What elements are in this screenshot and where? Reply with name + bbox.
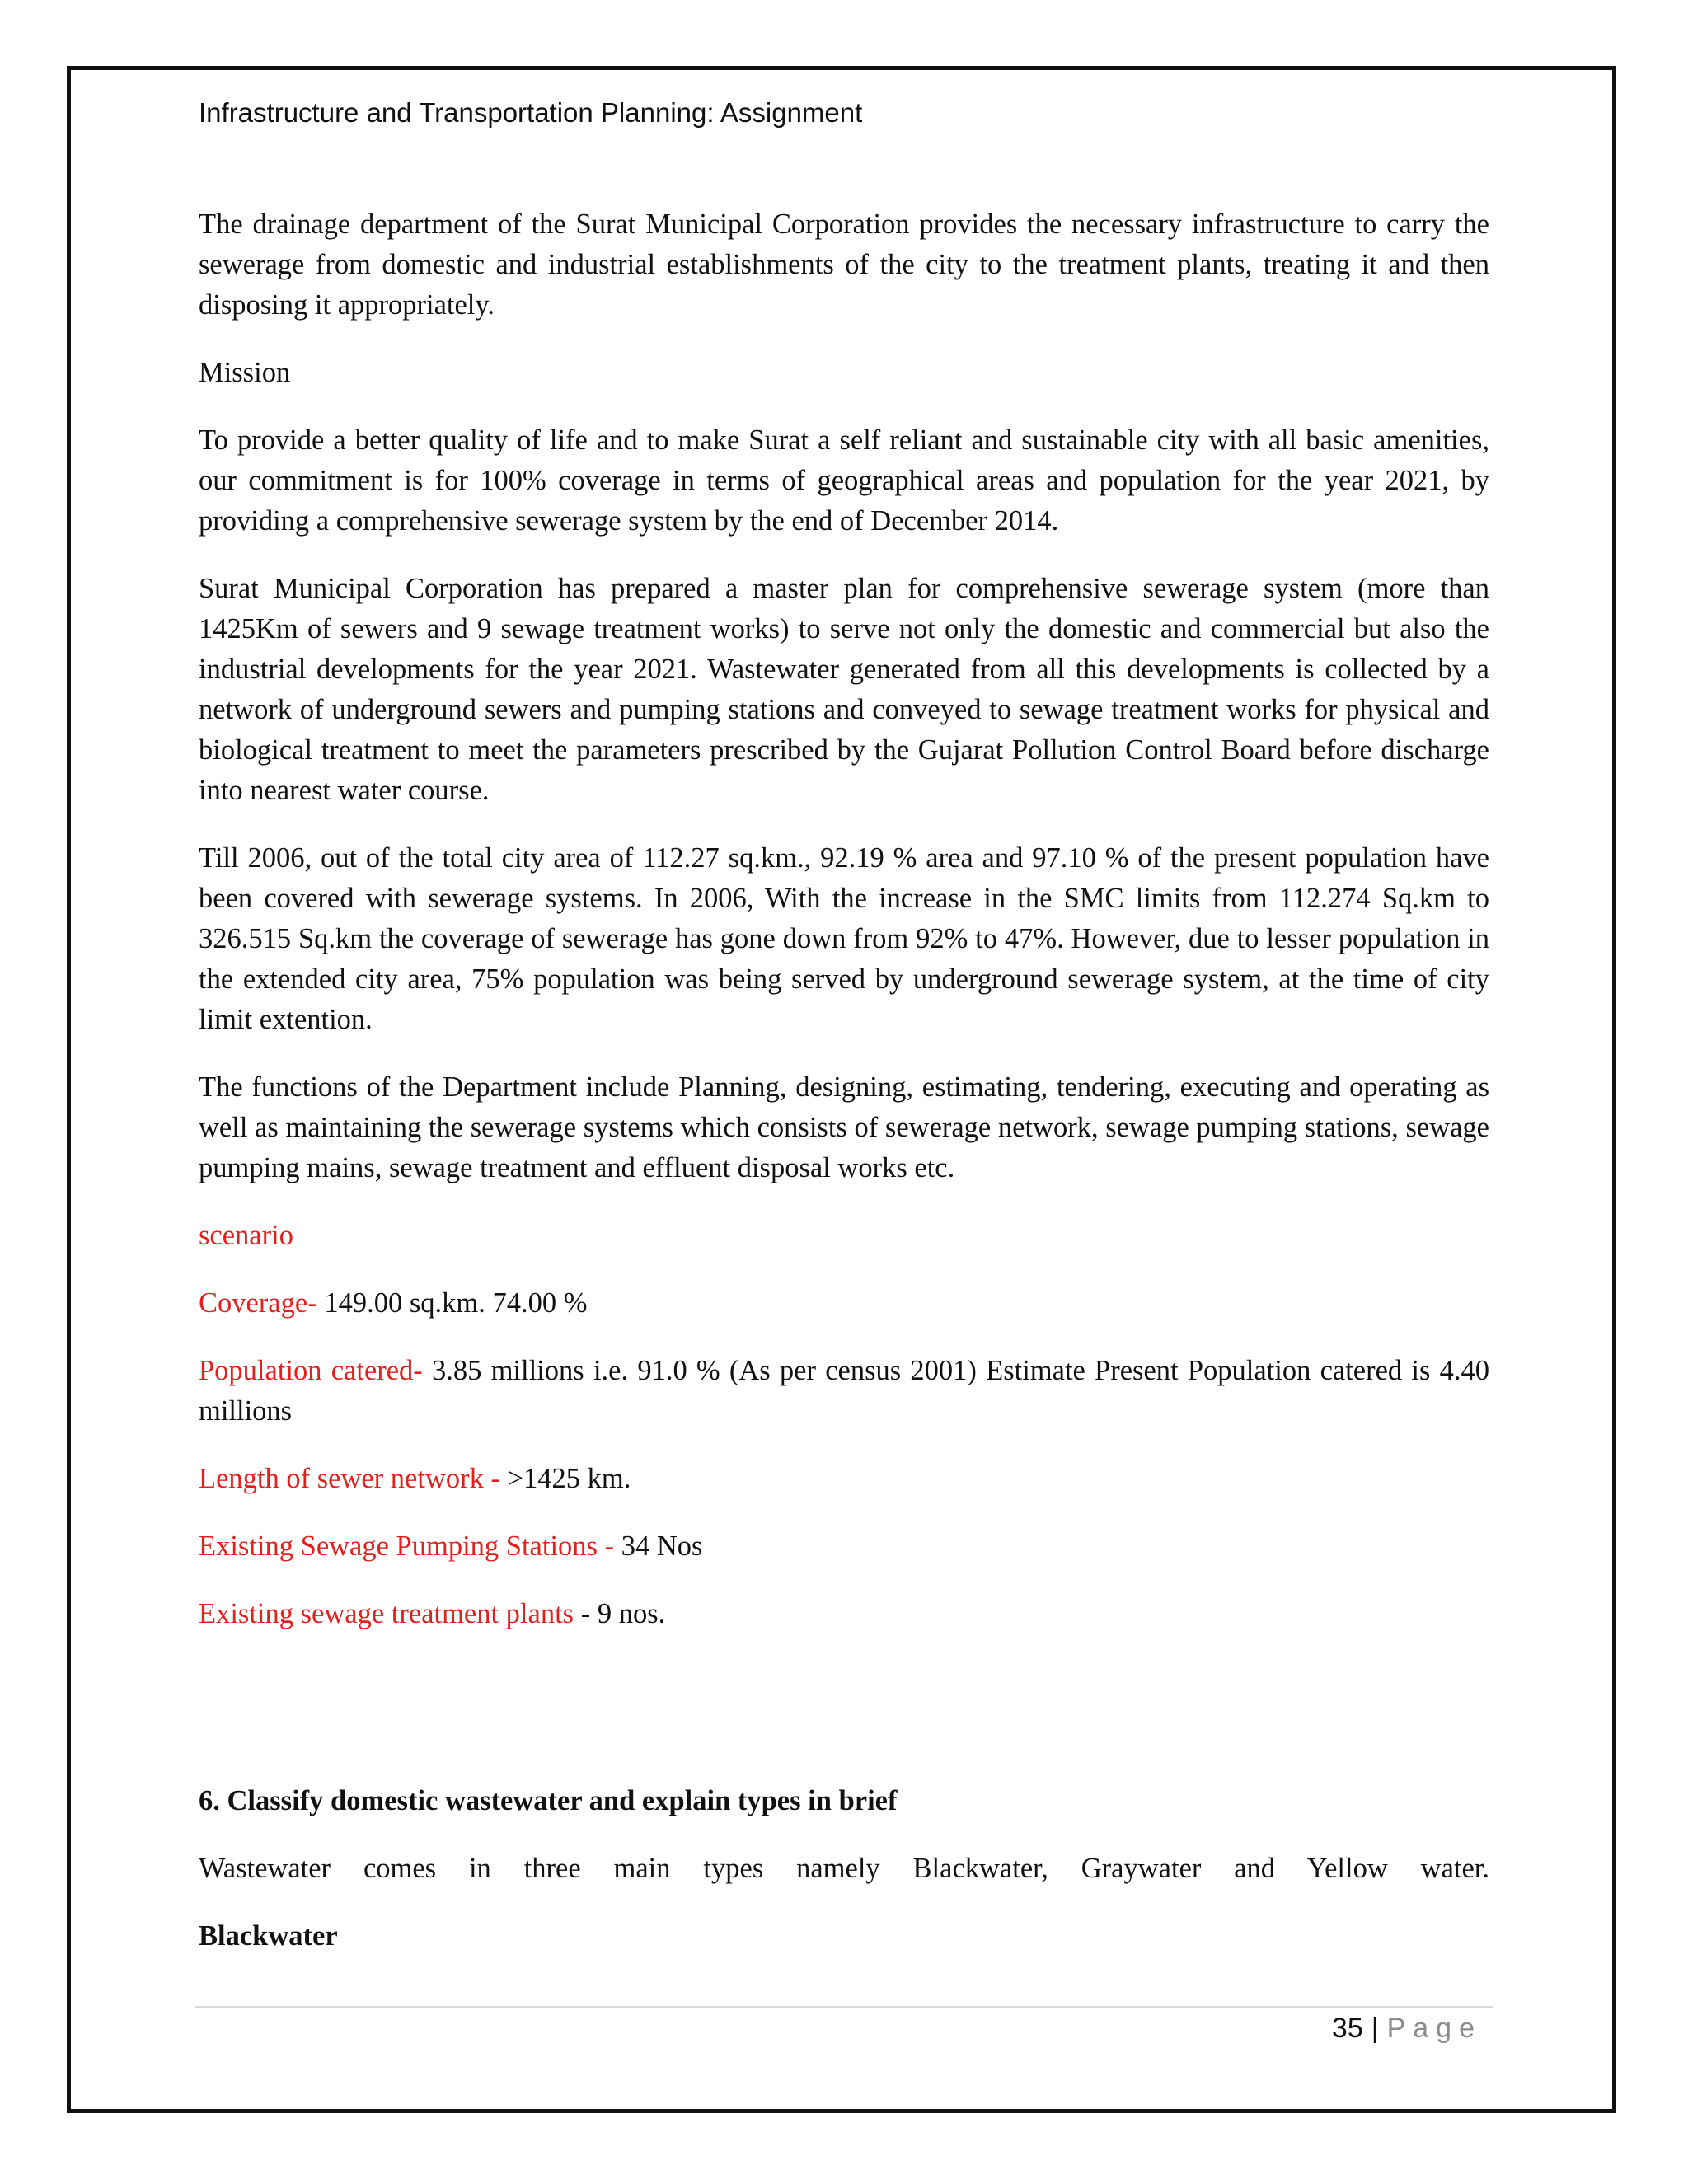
- stat-value: >1425 km.: [507, 1463, 631, 1494]
- functions-paragraph: The functions of the Department include Planning, designing, estimating, tendering, executing and operating as well as maintaining the sewerage systems which consists of sewerage network, sewage pumping stations, sewage pumping mains, sewage treatment and effluent disposal works etc.: [199, 1071, 1489, 1183]
- blackwater-heading: Blackwater: [199, 1920, 338, 1952]
- stat-value: 3.85 millions i.e. 91.0 % (As per census 2001) Estimate Present Population catered is 4.40 millions: [199, 1355, 1489, 1427]
- section-spacer: [199, 1661, 1489, 1781]
- running-header: Infrastructure and Transportation Planning: Assignment: [199, 97, 863, 128]
- question-heading: 6. Classify domestic wastewater and explain types in brief: [199, 1785, 898, 1816]
- mission-paragraph: To provide a better quality of life and to make Surat a self reliant and sustainable city with all basic amenities, our commitment is for 100% coverage in terms of geographical areas and population for the year 2021, by providing a comprehensive sewerage system by the end of December 2014.: [199, 424, 1489, 537]
- page-footer: [1332, 2013, 1482, 2045]
- stat-label: Existing sewage treatment plants: [199, 1598, 574, 1629]
- document-body: [199, 204, 1489, 1984]
- coverage-history-paragraph: Till 2006, out of the total city area of 112.27 sq.km., 92.19 % area and 97.10 % of the present population have been covered with sewerage systems. In 2006, With the increase in the SMC limits from 112.274 Sq.km to 326.515 Sq.km the coverage of sewerage has gone down from 92% to 47%. However, due to lesser population in the extended city area, 75% population was being served by underground sewerage system, at the time of city limit extention.: [199, 842, 1489, 1035]
- footer-separator: |: [1371, 2013, 1379, 2044]
- stat-treatment-plants: [199, 1594, 1489, 1634]
- stat-value: 34 Nos: [621, 1530, 703, 1562]
- stat-sewer-length: [199, 1459, 1489, 1499]
- stat-value: - 9 nos.: [574, 1598, 666, 1629]
- scenario-heading: scenario: [199, 1220, 293, 1251]
- page-word: Page: [1386, 2013, 1482, 2044]
- stat-label: Length of sewer network -: [199, 1463, 508, 1494]
- page-number: 35: [1331, 2013, 1363, 2044]
- stat-value: 149.00 sq.km. 74.00 %: [316, 1287, 588, 1319]
- stat-pumping-stations: [199, 1526, 1489, 1567]
- stat-coverage: [199, 1283, 1489, 1324]
- stat-population: [199, 1351, 1489, 1432]
- stat-label: Existing Sewage Pumping Stations -: [199, 1530, 621, 1562]
- stat-label: Coverage-: [199, 1287, 317, 1319]
- intro-paragraph: The drainage department of the Surat Municipal Corporation provides the necessary infrastructure to carry the sewerage from domestic and industrial establishments of the city to the treatment plants, treating it and then disposing it appropriately.: [199, 209, 1489, 321]
- footer-divider: [195, 2006, 1493, 2008]
- stat-label: Population catered-: [199, 1355, 423, 1386]
- mission-heading: Mission: [199, 357, 291, 388]
- master-plan-paragraph: Surat Municipal Corporation has prepared a master plan for comprehensive sewerage system (more than 1425Km of sewers and 9 sewage treatment works) to serve not only the domestic and commercial but also the industrial developments for the year 2021. Wastewater generated from all this developments is collected by a network of underground sewers and pumping stations and conveyed to sewage treatment works for physical and biological treatment to meet the parameters prescribed by the Gujarat Pollution Control Board before discharge into nearest water course.: [199, 573, 1489, 806]
- question-intro-paragraph: Wastewater comes in three main types namely Blackwater, Graywater and Yellow water.: [199, 1853, 1489, 1884]
